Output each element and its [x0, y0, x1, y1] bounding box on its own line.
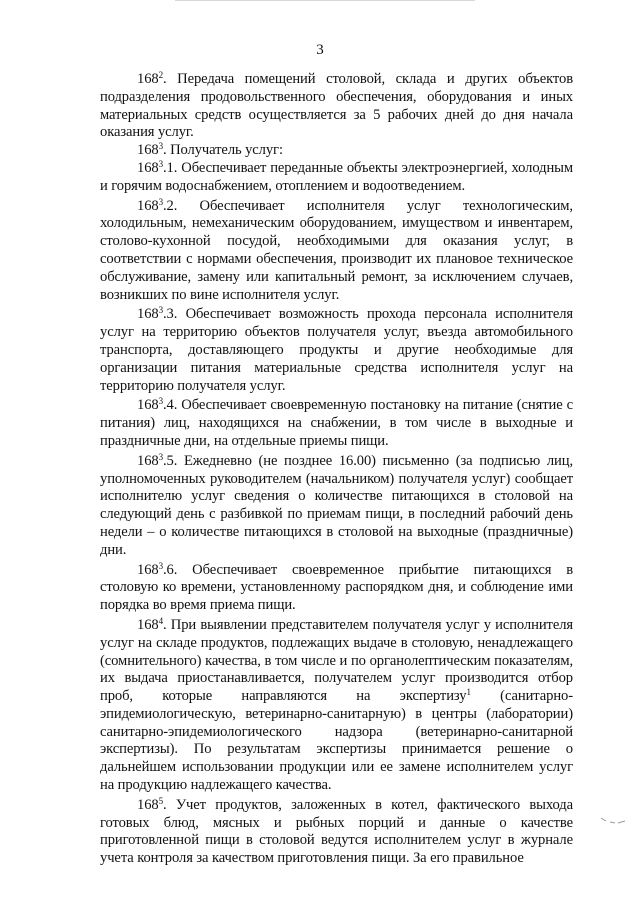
clause-superscript: 3: [158, 305, 163, 316]
clause-number: 168: [137, 796, 159, 813]
paragraph-text: .6. Обеспечивает своевременное прибытие питающихся в столовую ко времени, установленному распорядком дня, и соблюдение ими порядка во время приема пищи.: [100, 561, 573, 614]
clause-superscript: 4: [158, 615, 163, 626]
footnote-marker: 1: [466, 687, 471, 698]
clause-number: 168: [137, 71, 159, 87]
paragraph-168-2: [100, 71, 573, 142]
clause-superscript: 3: [158, 560, 163, 571]
clause-number: 168: [137, 159, 159, 176]
paragraph-text: .4. Обеспечивает своевременную постановку на питание (снятие с питания) лиц, находящихся на снабжении, в том числе в выходные и праздничные дни, на отдельные приемы пищи.: [100, 397, 573, 449]
paragraph-text: . Получатель услуг:: [163, 142, 283, 159]
paragraph-text: .3. Обеспечивает возможность прохода персонала исполнителя услуг на территорию объектов получателя услуг, въезда автомобильного транспорта, доставляющего продукты и другие необходимые для организации питания материальные средства исполнителя услуг на территорию получателя услуг.: [100, 306, 573, 394]
clause-number: 168: [137, 397, 159, 414]
document-body: [100, 71, 573, 868]
clause-number: 168: [137, 616, 159, 633]
paragraph-text: .2. Обеспечивает исполнителя услуг технологическим, холодильным, немеханическим оборудованием, имуществом и инвентарем, столово-кухонной посудой, необходимыми для оказания услуг, в соответствии с нормами обеспечения, производит их плановое техническое обслуживание, замену или капитальный ремонт, за исключением случаев, возникших по вине исполнителя услуг.: [100, 197, 573, 303]
paragraph-168-4: [100, 617, 573, 795]
paragraph-168-3: [100, 142, 573, 160]
clause-number: 168: [137, 452, 159, 469]
paragraph-text: .1. Обеспечивает переданные объекты электроэнергией, холодным и горячим водоснабжением, отоплением и водоотведением.: [100, 159, 573, 194]
clause-superscript: 3: [158, 196, 163, 207]
paragraph-168-5: [100, 797, 573, 868]
clause-superscript: 5: [158, 795, 163, 806]
clause-number: 168: [137, 306, 159, 323]
clause-superscript: 3: [158, 396, 163, 407]
scan-edge-line: [175, 0, 475, 1]
paragraph-168-3-5: [100, 453, 573, 560]
clause-superscript: 2: [158, 70, 163, 80]
clause-superscript: 3: [158, 158, 163, 169]
paragraph-text: .5. Ежедневно (не позднее 16.00) письменно (за подписью лиц, уполномоченных руководителем (начальником) получателя услуг) сообщает исполнителю услуг сведения о количестве питающихся в столовой на следующий день с разбивкой по приемам пищи, в последний рабочий день недели – о количестве питающихся в столовой на выходные (праздничные) дни.: [100, 452, 573, 558]
clause-number: 168: [137, 142, 159, 159]
page-number: 3: [316, 42, 324, 58]
paragraph-text: . Передача помещений столовой, склада и других объектов подразделения продовольственного обеспечения, оборудования и иных материальных средств осуществляется за 5 рабочих дней до дня начала оказания услуг.: [100, 71, 573, 141]
paragraph-168-3-6: [100, 562, 573, 615]
clause-superscript: 3: [158, 451, 163, 462]
clause-number: 168: [137, 561, 159, 578]
paragraph-text: . При выявлении представителем получателя услуг у исполнителя услуг на складе продуктов, подлежащих выдаче в столовую, ненадлежащего (сомнительного) качества, в том числе и по органолептическим показателям, их выдача приостанавливается, получателем услуг производится отбор проб, которые направляются на экспертизу: [100, 616, 573, 705]
clause-superscript: 3: [158, 141, 163, 152]
paragraph-168-3-2: [100, 198, 573, 305]
paragraph-168-3-3: [100, 306, 573, 395]
paragraph-text-continued: (санитарно-эпидемиологическую, ветеринарно-санитарную) в центры (лаборатории) санитарно-эпидемиологического надзора (ветеринарно-санитарной экспертизы). По результатам экспертизы принимается решение о дальнейшем использовании продукции или ее замене исполнителем услуг на продукцию надлежащего качества.: [100, 688, 573, 794]
paragraph-168-3-1: [100, 160, 573, 196]
paragraph-168-3-4: [100, 397, 573, 450]
clause-number: 168: [137, 197, 159, 214]
scan-mark: [600, 815, 626, 825]
paragraph-text: . Учет продуктов, заложенных в котел, фактического выхода готовых блюд, мясных и рыбных порций и данные о качестве приготовленной пищи в столовой ведутся исполнителем услуг в журнале учета контроля за качеством приготовления пищи. За его правильное: [100, 796, 573, 867]
